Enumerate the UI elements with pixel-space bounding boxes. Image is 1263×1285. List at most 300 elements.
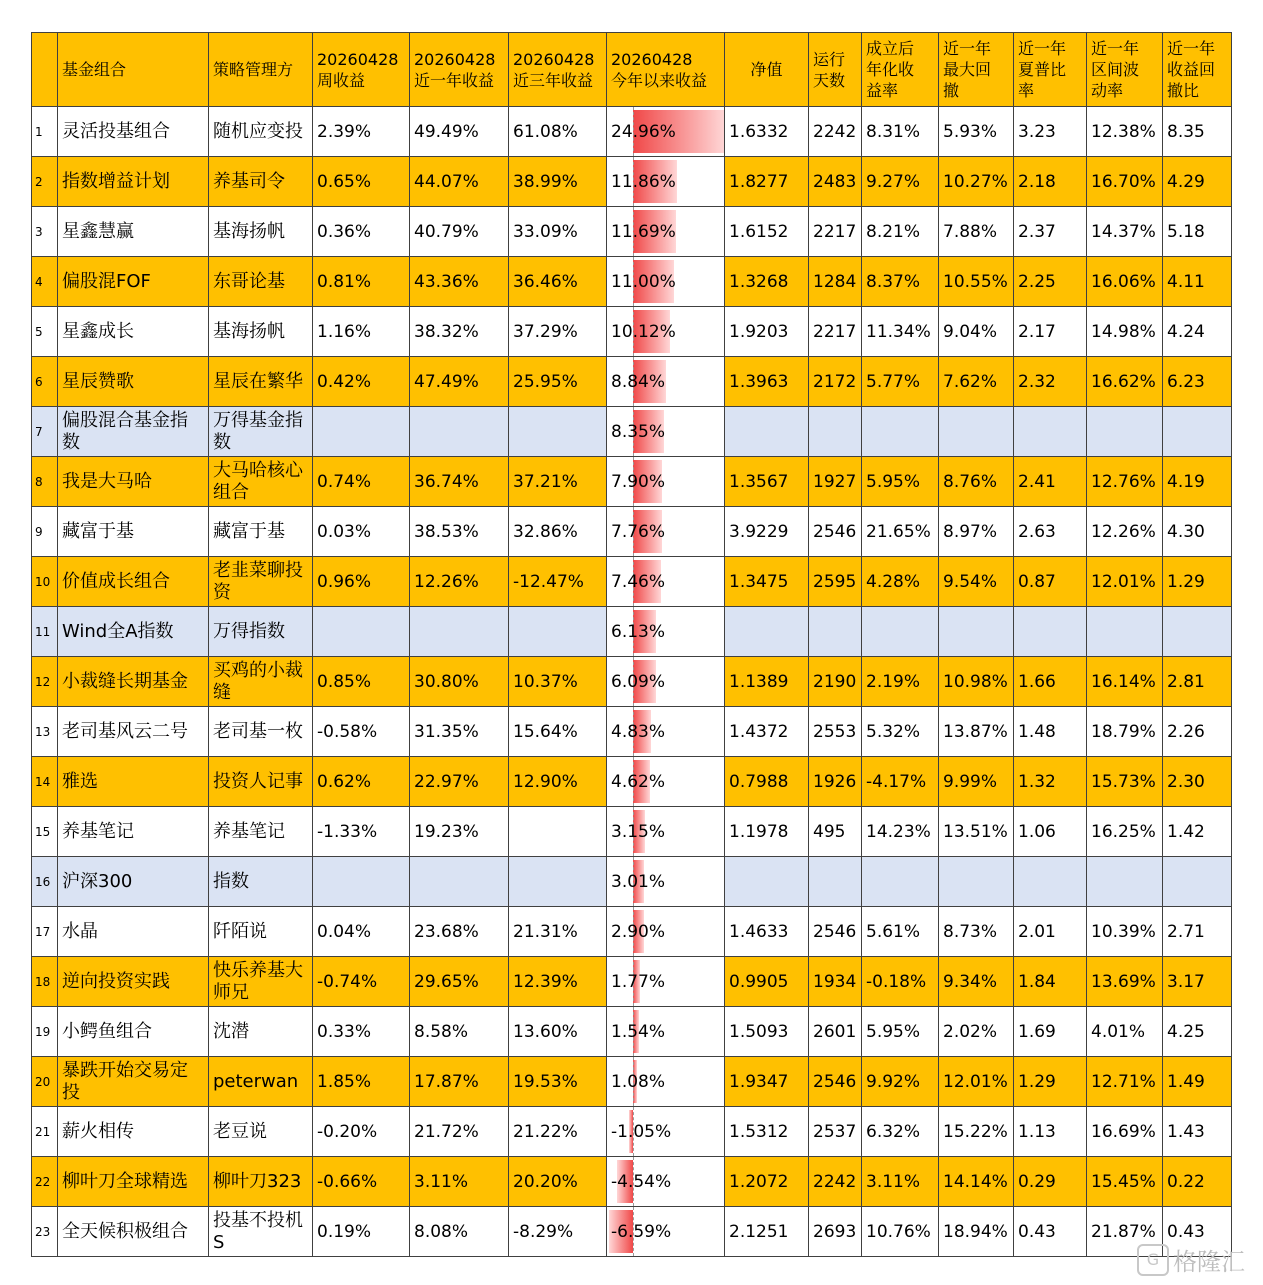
running-days: [809, 857, 862, 907]
volatility: 14.37%: [1087, 207, 1163, 257]
running-days: 2242: [809, 107, 862, 157]
running-days: 2483: [809, 157, 862, 207]
running-days: 2217: [809, 207, 862, 257]
ytd-value: 4.62%: [611, 771, 666, 792]
ytd-value: 24.96%: [611, 121, 676, 142]
return-drawdown-ratio: [1163, 407, 1232, 457]
manager-name: 随机应变投: [209, 107, 313, 157]
manager-name: 投基不投机S: [209, 1207, 313, 1257]
max-drawdown: 12.01%: [939, 1057, 1014, 1107]
fund-name: 星辰赞歌: [58, 357, 209, 407]
table-row: [32, 1157, 1232, 1207]
table-row: [32, 657, 1232, 707]
sharpe-ratio: 2.01: [1014, 907, 1087, 957]
row-index: 17: [32, 907, 58, 957]
manager-name: 万得基金指数: [209, 407, 313, 457]
ytd-value: -6.59%: [611, 1221, 672, 1242]
table-row: [32, 407, 1232, 457]
three-year-return: 33.09%: [509, 207, 607, 257]
table-row: [32, 457, 1232, 507]
row-index: 3: [32, 207, 58, 257]
sharpe-ratio: 1.32: [1014, 757, 1087, 807]
annualized-return: -0.18%: [862, 957, 939, 1007]
ytd-return: [607, 1007, 725, 1057]
ytd-return: [607, 857, 725, 907]
volatility: 16.69%: [1087, 1107, 1163, 1157]
net-value: 1.6152: [725, 207, 809, 257]
volatility: 16.06%: [1087, 257, 1163, 307]
sharpe-ratio: 1.66: [1014, 657, 1087, 707]
volatility: 10.39%: [1087, 907, 1163, 957]
annualized-return: 2.19%: [862, 657, 939, 707]
volatility: [1087, 407, 1163, 457]
header-index: [32, 33, 58, 107]
net-value: 1.1389: [725, 657, 809, 707]
max-drawdown: 9.54%: [939, 557, 1014, 607]
three-year-return: 15.64%: [509, 707, 607, 757]
ytd-value: 8.35%: [611, 421, 666, 442]
manager-name: 投资人记事: [209, 757, 313, 807]
manager-name: 养基司令: [209, 157, 313, 207]
ytd-value: 6.09%: [611, 671, 666, 692]
fund-name: Wind全A指数: [58, 607, 209, 657]
return-drawdown-ratio: 5.18: [1163, 207, 1232, 257]
three-year-return: -12.47%: [509, 557, 607, 607]
return-drawdown-ratio: 2.71: [1163, 907, 1232, 957]
max-drawdown: 8.97%: [939, 507, 1014, 557]
volatility: 16.25%: [1087, 807, 1163, 857]
fund-name: 柳叶刀全球精选: [58, 1157, 209, 1207]
ytd-value: 11.69%: [611, 221, 676, 242]
running-days: 2217: [809, 307, 862, 357]
manager-name: 老司基一枚: [209, 707, 313, 757]
row-index: 10: [32, 557, 58, 607]
return-drawdown-ratio: 4.30: [1163, 507, 1232, 557]
week-return: 0.33%: [313, 1007, 410, 1057]
one-year-return: 21.72%: [410, 1107, 509, 1157]
table-row: [32, 707, 1232, 757]
three-year-return: [509, 807, 607, 857]
manager-name: 老豆说: [209, 1107, 313, 1157]
return-drawdown-ratio: [1163, 607, 1232, 657]
annualized-return: 5.95%: [862, 457, 939, 507]
sharpe-ratio: [1014, 857, 1087, 907]
three-year-return: 25.95%: [509, 357, 607, 407]
volatility: 16.14%: [1087, 657, 1163, 707]
sharpe-ratio: 0.29: [1014, 1157, 1087, 1207]
ytd-value: 7.46%: [611, 571, 666, 592]
one-year-return: 29.65%: [410, 957, 509, 1007]
week-return: 0.65%: [313, 157, 410, 207]
three-year-return: 37.21%: [509, 457, 607, 507]
one-year-return: 40.79%: [410, 207, 509, 257]
three-year-return: 12.90%: [509, 757, 607, 807]
running-days: 2553: [809, 707, 862, 757]
table-row: [32, 557, 1232, 607]
annualized-return: 5.95%: [862, 1007, 939, 1057]
header-manager: 策略管理方: [209, 33, 313, 107]
running-days: 1934: [809, 957, 862, 1007]
fund-name: 星鑫成长: [58, 307, 209, 357]
row-index: 19: [32, 1007, 58, 1057]
volatility: [1087, 607, 1163, 657]
net-value: 3.9229: [725, 507, 809, 557]
week-return: -0.74%: [313, 957, 410, 1007]
annualized-return: 5.32%: [862, 707, 939, 757]
week-return: -0.66%: [313, 1157, 410, 1207]
ytd-return: [607, 757, 725, 807]
header-days: 运行 天数: [809, 33, 862, 107]
ytd-value: 1.54%: [611, 1021, 666, 1042]
max-drawdown: 8.73%: [939, 907, 1014, 957]
max-drawdown: 9.99%: [939, 757, 1014, 807]
one-year-return: 12.26%: [410, 557, 509, 607]
ytd-value: 1.08%: [611, 1071, 666, 1092]
week-return: 0.62%: [313, 757, 410, 807]
max-drawdown: 10.55%: [939, 257, 1014, 307]
max-drawdown: 2.02%: [939, 1007, 1014, 1057]
table-row: [32, 307, 1232, 357]
row-index: 14: [32, 757, 58, 807]
one-year-return: 3.11%: [410, 1157, 509, 1207]
annualized-return: 8.37%: [862, 257, 939, 307]
row-index: 23: [32, 1207, 58, 1257]
manager-name: 阡陌说: [209, 907, 313, 957]
annualized-return: 11.34%: [862, 307, 939, 357]
week-return: 0.36%: [313, 207, 410, 257]
week-return: -1.33%: [313, 807, 410, 857]
table-header-row: [32, 33, 1232, 107]
watermark-text: 格隆汇: [1173, 1248, 1245, 1276]
volatility: 12.71%: [1087, 1057, 1163, 1107]
running-days: 2693: [809, 1207, 862, 1257]
row-index: 4: [32, 257, 58, 307]
volatility: 13.69%: [1087, 957, 1163, 1007]
three-year-return: 20.20%: [509, 1157, 607, 1207]
ytd-return: [607, 1057, 725, 1107]
sharpe-ratio: 2.17: [1014, 307, 1087, 357]
ytd-value: -4.54%: [611, 1171, 672, 1192]
three-year-return: [509, 407, 607, 457]
annualized-return: [862, 407, 939, 457]
sharpe-ratio: 1.06: [1014, 807, 1087, 857]
fund-name: 暴跌开始交易定投: [58, 1057, 209, 1107]
annualized-return: 21.65%: [862, 507, 939, 557]
net-value: 1.1978: [725, 807, 809, 857]
table-row: [32, 257, 1232, 307]
row-index: 2: [32, 157, 58, 207]
annualized-return: 10.76%: [862, 1207, 939, 1257]
header-nav: 净值: [725, 33, 809, 107]
ytd-return: [607, 107, 725, 157]
three-year-return: 37.29%: [509, 307, 607, 357]
one-year-return: [410, 857, 509, 907]
running-days: 1284: [809, 257, 862, 307]
row-index: 11: [32, 607, 58, 657]
manager-name: 基海扬帆: [209, 207, 313, 257]
sharpe-ratio: [1014, 407, 1087, 457]
fund-name: 藏富于基: [58, 507, 209, 557]
max-drawdown: [939, 857, 1014, 907]
row-index: 5: [32, 307, 58, 357]
ytd-return: [607, 807, 725, 857]
table-row: [32, 207, 1232, 257]
running-days: 2595: [809, 557, 862, 607]
return-drawdown-ratio: 4.29: [1163, 157, 1232, 207]
fund-name: 小裁缝长期基金: [58, 657, 209, 707]
sharpe-ratio: [1014, 607, 1087, 657]
ytd-value: -1.05%: [611, 1121, 672, 1142]
running-days: 495: [809, 807, 862, 857]
week-return: 0.04%: [313, 907, 410, 957]
max-drawdown: 7.88%: [939, 207, 1014, 257]
table-row: [32, 357, 1232, 407]
running-days: 2242: [809, 1157, 862, 1207]
return-drawdown-ratio: 2.26: [1163, 707, 1232, 757]
ytd-return: [607, 907, 725, 957]
header-annual: 成立后 年化收 益率: [862, 33, 939, 107]
manager-name: 基海扬帆: [209, 307, 313, 357]
header-mdd: 近一年 最大回 撤: [939, 33, 1014, 107]
return-drawdown-ratio: 8.35: [1163, 107, 1232, 157]
net-value: [725, 857, 809, 907]
ytd-return: [607, 507, 725, 557]
sharpe-ratio: 1.13: [1014, 1107, 1087, 1157]
week-return: 0.81%: [313, 257, 410, 307]
volatility: 15.45%: [1087, 1157, 1163, 1207]
watermark: [1137, 1242, 1245, 1277]
manager-name: 东哥论基: [209, 257, 313, 307]
ytd-value: 11.00%: [611, 271, 676, 292]
net-value: 1.2072: [725, 1157, 809, 1207]
manager-name: 万得指数: [209, 607, 313, 657]
row-index: 9: [32, 507, 58, 557]
header-ytd: 20260428 今年以来收益: [607, 33, 725, 107]
week-return: 0.03%: [313, 507, 410, 557]
volatility: 16.62%: [1087, 357, 1163, 407]
three-year-return: [509, 857, 607, 907]
ytd-return: [607, 157, 725, 207]
sharpe-ratio: 2.37: [1014, 207, 1087, 257]
three-year-return: 19.53%: [509, 1057, 607, 1107]
running-days: [809, 407, 862, 457]
one-year-return: 44.07%: [410, 157, 509, 207]
volatility: 4.01%: [1087, 1007, 1163, 1057]
return-drawdown-ratio: 4.11: [1163, 257, 1232, 307]
net-value: 1.4633: [725, 907, 809, 957]
running-days: 2172: [809, 357, 862, 407]
running-days: 2546: [809, 507, 862, 557]
row-index: 7: [32, 407, 58, 457]
three-year-return: 10.37%: [509, 657, 607, 707]
manager-name: 柳叶刀323: [209, 1157, 313, 1207]
manager-name: peterwan: [209, 1057, 313, 1107]
manager-name: 买鸡的小裁缝: [209, 657, 313, 707]
net-value: [725, 607, 809, 657]
week-return: 1.85%: [313, 1057, 410, 1107]
ytd-return: [607, 407, 725, 457]
one-year-return: 38.32%: [410, 307, 509, 357]
week-return: 0.96%: [313, 557, 410, 607]
annualized-return: 3.11%: [862, 1157, 939, 1207]
fund-name: 水晶: [58, 907, 209, 957]
table-row: [32, 1107, 1232, 1157]
sharpe-ratio: 2.63: [1014, 507, 1087, 557]
annualized-return: -4.17%: [862, 757, 939, 807]
one-year-return: 38.53%: [410, 507, 509, 557]
ytd-value: 8.84%: [611, 371, 666, 392]
row-index: 18: [32, 957, 58, 1007]
one-year-return: 19.23%: [410, 807, 509, 857]
return-drawdown-ratio: 4.24: [1163, 307, 1232, 357]
ytd-return: [607, 1207, 725, 1257]
week-return: 1.16%: [313, 307, 410, 357]
week-return: -0.20%: [313, 1107, 410, 1157]
table-row: [32, 507, 1232, 557]
manager-name: 星辰在繁华: [209, 357, 313, 407]
week-return: [313, 607, 410, 657]
return-drawdown-ratio: 2.81: [1163, 657, 1232, 707]
sharpe-ratio: 2.18: [1014, 157, 1087, 207]
fund-name: 指数增益计划: [58, 157, 209, 207]
ytd-return: [607, 207, 725, 257]
sharpe-ratio: 1.48: [1014, 707, 1087, 757]
fund-name: 全天候积极组合: [58, 1207, 209, 1257]
ytd-value: 10.12%: [611, 321, 676, 342]
one-year-return: 43.36%: [410, 257, 509, 307]
fund-name: 灵活投基组合: [58, 107, 209, 157]
annualized-return: 5.77%: [862, 357, 939, 407]
table-row: [32, 1057, 1232, 1107]
ytd-return: [607, 1107, 725, 1157]
week-return: -0.58%: [313, 707, 410, 757]
annualized-return: 8.31%: [862, 107, 939, 157]
max-drawdown: 8.76%: [939, 457, 1014, 507]
fund-name: 偏股混FOF: [58, 257, 209, 307]
week-return: 0.74%: [313, 457, 410, 507]
one-year-return: 30.80%: [410, 657, 509, 707]
row-index: 1: [32, 107, 58, 157]
net-value: 1.4372: [725, 707, 809, 757]
net-value: 1.9347: [725, 1057, 809, 1107]
ytd-value: 11.86%: [611, 171, 676, 192]
header-ratio: 近一年 收益回 撤比: [1163, 33, 1232, 107]
fund-name: 老司基风云二号: [58, 707, 209, 757]
fund-portfolio-table: [31, 32, 1232, 1257]
week-return: 0.85%: [313, 657, 410, 707]
header-fund: 基金组合: [58, 33, 209, 107]
table-row: [32, 1007, 1232, 1057]
ytd-return: [607, 557, 725, 607]
net-value: 1.8277: [725, 157, 809, 207]
gelonghui-logo-icon: G: [1137, 1244, 1169, 1276]
max-drawdown: 7.62%: [939, 357, 1014, 407]
running-days: 1926: [809, 757, 862, 807]
ytd-return: [607, 657, 725, 707]
return-drawdown-ratio: 1.49: [1163, 1057, 1232, 1107]
one-year-return: [410, 407, 509, 457]
manager-name: 沈潜: [209, 1007, 313, 1057]
max-drawdown: 5.93%: [939, 107, 1014, 157]
header-week: 20260428 周收益: [313, 33, 410, 107]
sharpe-ratio: 0.43: [1014, 1207, 1087, 1257]
ytd-return: [607, 307, 725, 357]
three-year-return: 36.46%: [509, 257, 607, 307]
return-drawdown-ratio: 1.43: [1163, 1107, 1232, 1157]
return-drawdown-ratio: 4.25: [1163, 1007, 1232, 1057]
three-year-return: 21.22%: [509, 1107, 607, 1157]
table-row: [32, 757, 1232, 807]
sharpe-ratio: 2.41: [1014, 457, 1087, 507]
net-value: 1.3268: [725, 257, 809, 307]
sharpe-ratio: 1.84: [1014, 957, 1087, 1007]
volatility: 15.73%: [1087, 757, 1163, 807]
row-index: 12: [32, 657, 58, 707]
return-drawdown-ratio: 2.30: [1163, 757, 1232, 807]
one-year-return: 23.68%: [410, 907, 509, 957]
three-year-return: 12.39%: [509, 957, 607, 1007]
fund-name: 雅选: [58, 757, 209, 807]
three-year-return: 32.86%: [509, 507, 607, 557]
fund-name: 价值成长组合: [58, 557, 209, 607]
one-year-return: 49.49%: [410, 107, 509, 157]
ytd-return: [607, 257, 725, 307]
one-year-return: 17.87%: [410, 1057, 509, 1107]
volatility: 12.01%: [1087, 557, 1163, 607]
net-value: 1.5093: [725, 1007, 809, 1057]
ytd-value: 7.90%: [611, 471, 666, 492]
net-value: 1.5312: [725, 1107, 809, 1157]
header-sharpe: 近一年 夏普比 率: [1014, 33, 1087, 107]
row-index: 20: [32, 1057, 58, 1107]
row-index: 6: [32, 357, 58, 407]
sharpe-ratio: 0.87: [1014, 557, 1087, 607]
fund-name: 逆向投资实践: [58, 957, 209, 1007]
max-drawdown: 9.04%: [939, 307, 1014, 357]
volatility: [1087, 857, 1163, 907]
ytd-value: 6.13%: [611, 621, 666, 642]
ytd-return: [607, 457, 725, 507]
row-index: 15: [32, 807, 58, 857]
one-year-return: [410, 607, 509, 657]
manager-name: 藏富于基: [209, 507, 313, 557]
return-drawdown-ratio: 4.19: [1163, 457, 1232, 507]
three-year-return: 21.31%: [509, 907, 607, 957]
net-value: [725, 407, 809, 457]
volatility: 18.79%: [1087, 707, 1163, 757]
sharpe-ratio: 1.29: [1014, 1057, 1087, 1107]
row-index: 8: [32, 457, 58, 507]
header-vol: 近一年 区间波 动率: [1087, 33, 1163, 107]
one-year-return: 22.97%: [410, 757, 509, 807]
row-index: 16: [32, 857, 58, 907]
fund-name: 养基笔记: [58, 807, 209, 857]
max-drawdown: 14.14%: [939, 1157, 1014, 1207]
annualized-return: 14.23%: [862, 807, 939, 857]
volatility: 12.76%: [1087, 457, 1163, 507]
table-row: [32, 857, 1232, 907]
row-index: 13: [32, 707, 58, 757]
week-return: [313, 857, 410, 907]
net-value: 1.3567: [725, 457, 809, 507]
ytd-value: 3.15%: [611, 821, 666, 842]
net-value: 1.9203: [725, 307, 809, 357]
return-drawdown-ratio: 0.22: [1163, 1157, 1232, 1207]
running-days: 2537: [809, 1107, 862, 1157]
max-drawdown: 18.94%: [939, 1207, 1014, 1257]
ytd-value: 3.01%: [611, 871, 666, 892]
return-drawdown-ratio: [1163, 857, 1232, 907]
